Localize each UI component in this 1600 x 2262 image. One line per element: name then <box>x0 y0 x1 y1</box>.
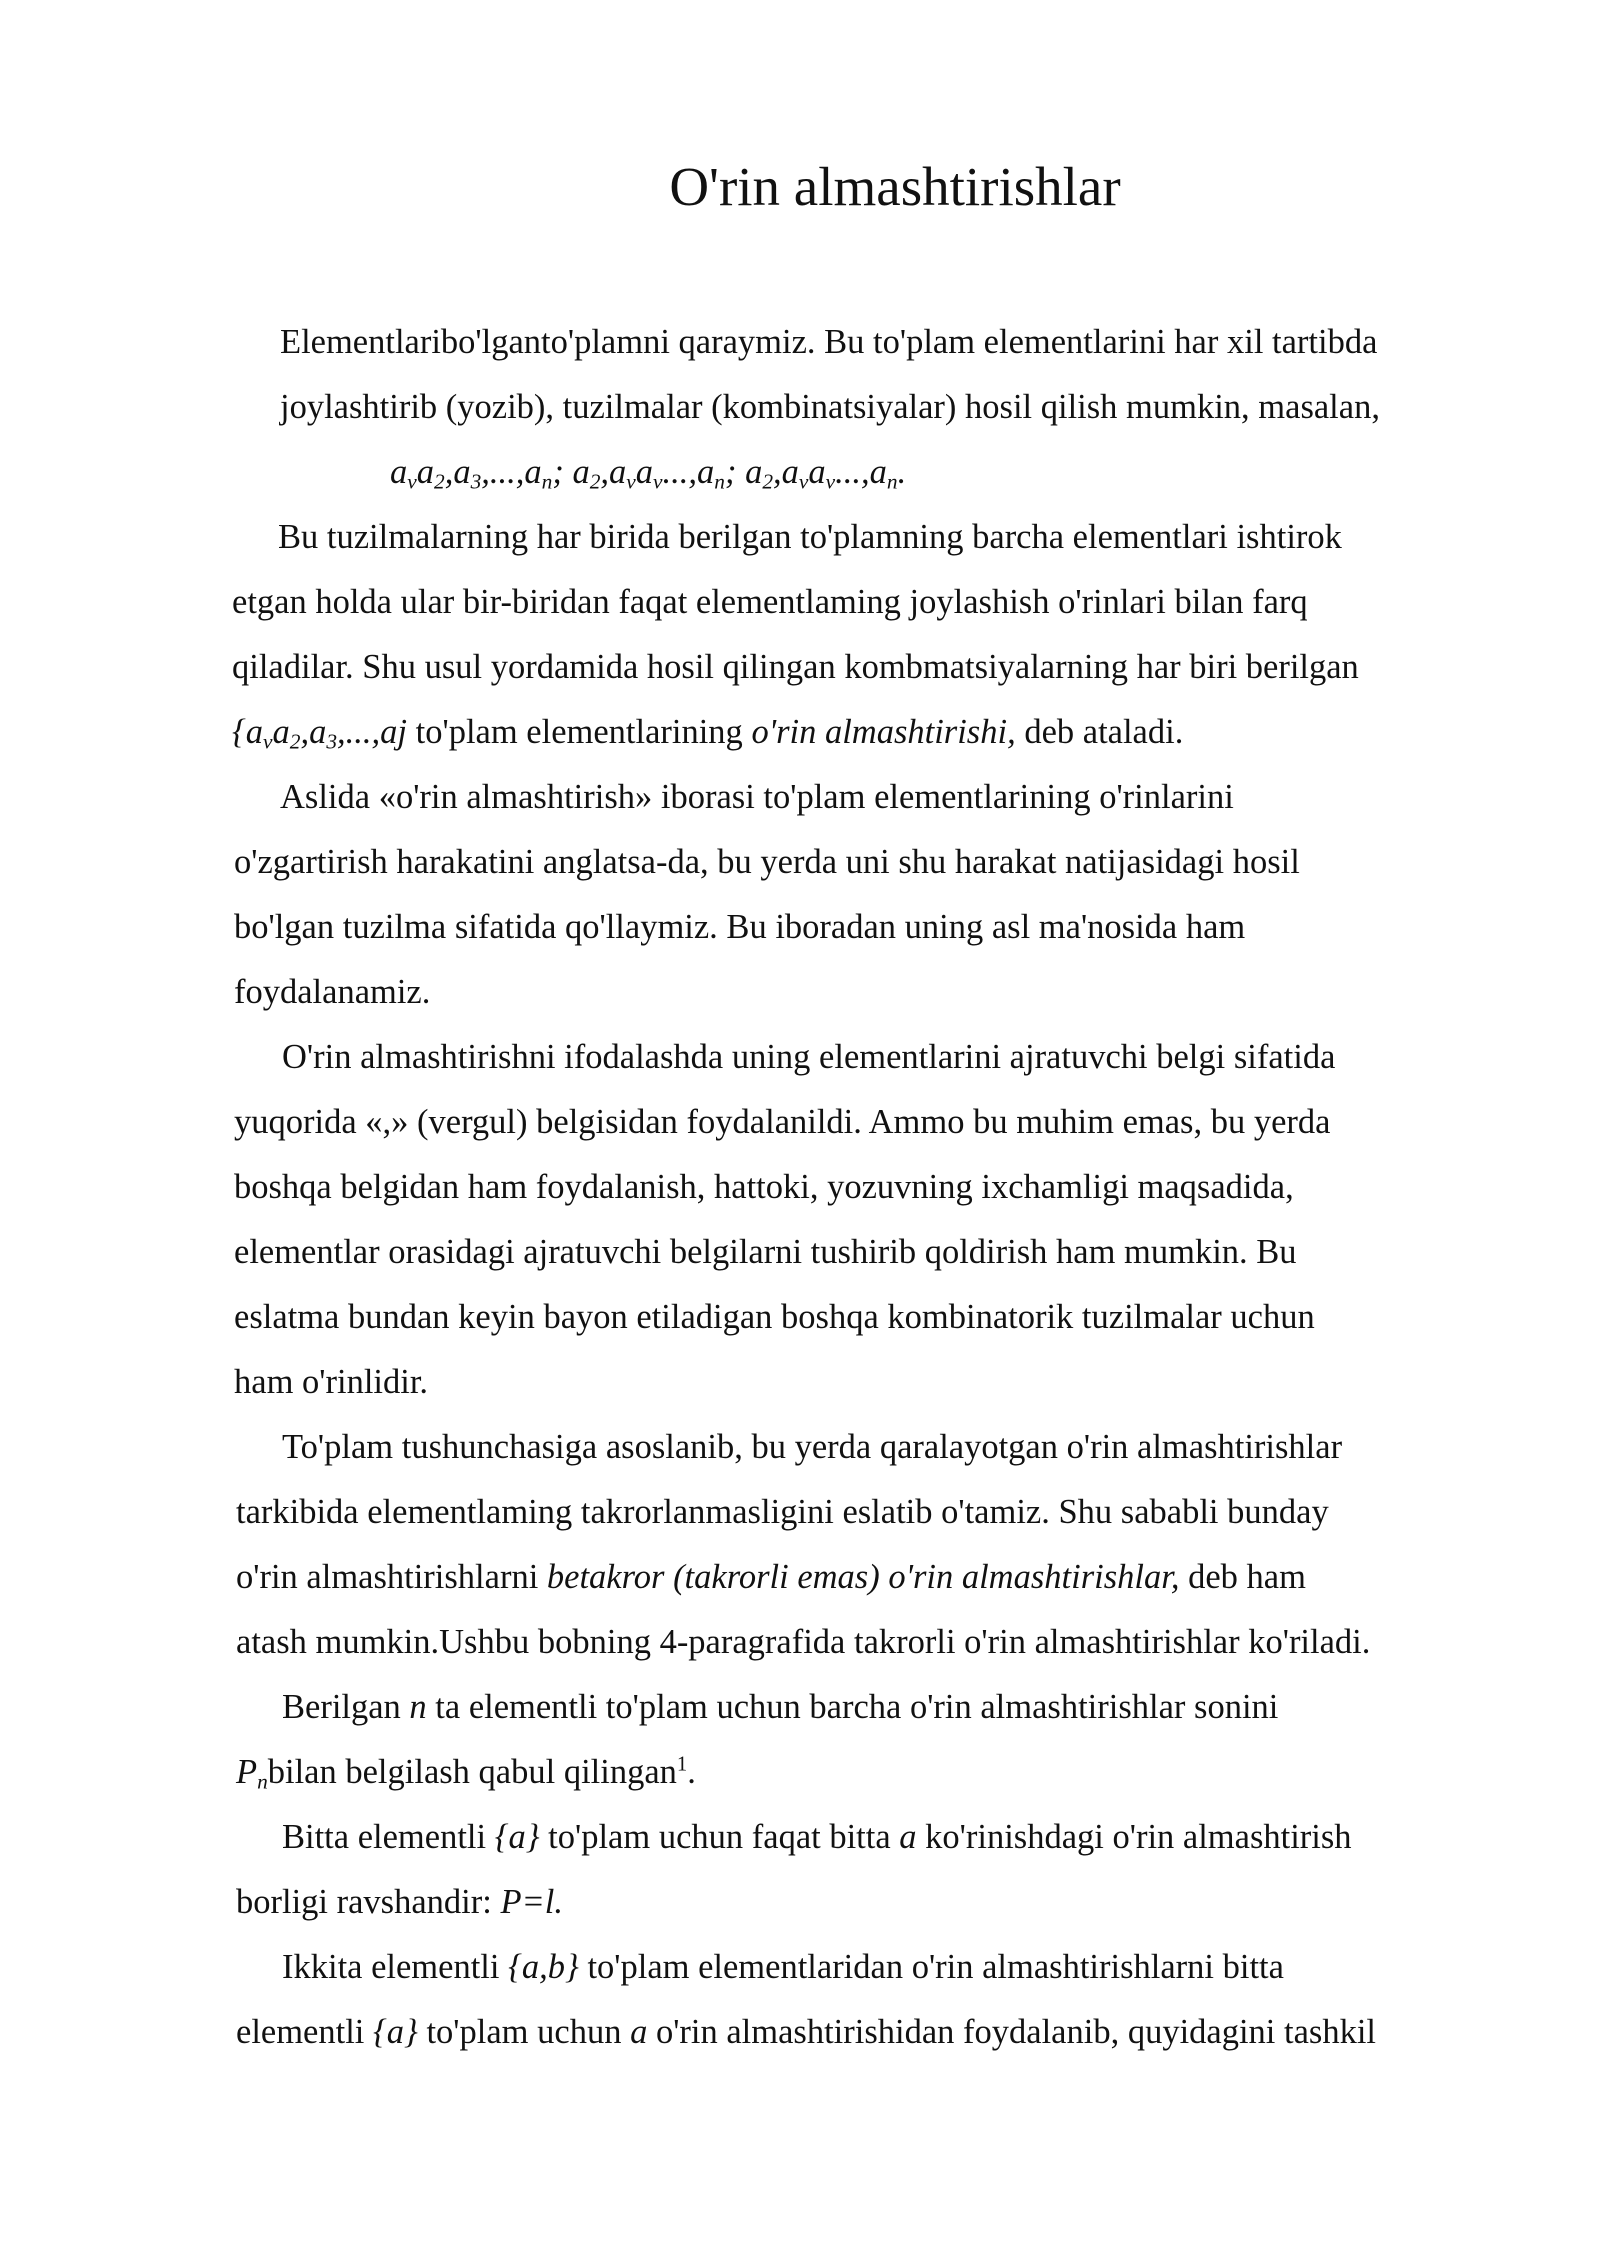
text-line: Aslida «o'rin almashtirish» iborasi to'plam elementlarining o'rinlarini <box>280 778 1234 816</box>
text-line: Ikkita elementli {a,b} to'plam elementlaridan o'rin almashtirishlarni bitta <box>282 1948 1284 1986</box>
text-line: qiladilar. Shu usul yordamida hosil qilingan kombmatsiyalarning har biri berilgan <box>232 648 1359 686</box>
text-line: boshqa belgidan ham foydalanish, hattoki, yozuvning ixchamligi maqsadida, <box>234 1168 1294 1206</box>
text-line: bo'lgan tuzilma sifatida qo'llaymiz. Bu iboradan uning asl ma'nosida ham <box>234 908 1246 946</box>
footnote-marker: 1 <box>676 1753 688 1776</box>
page-title: O'rin almashtirishlar <box>669 156 1121 217</box>
text-line: Bu tuzilmalarning har birida berilgan to'plamning barcha elementlari ishtirok <box>278 518 1342 556</box>
text-line: elementli {a} to'plam uchun a o'rin almashtirishidan foydalanib, quyidagini tashkil <box>236 2013 1377 2051</box>
text-line: Elementlaribo'lganto'plamni qaraymiz. Bu to'plam elementlarini har xil tartibda <box>280 323 1378 361</box>
text-line: ham o'rinlidir. <box>234 1363 429 1401</box>
text-line: tarkibida elementlaming takrorlanmasligini eslatib o'tamiz. Shu sababli bunday <box>236 1493 1329 1531</box>
text-line: o'rin almashtirishlarni betakror (takrorli emas) o'rin almashtirishlar, deb ham <box>236 1558 1306 1596</box>
text-line: $P_nbilan$ belgilash qabul qilingan$^1$. <box>236 1753 696 1794</box>
text-line: O'rin almashtirishni ifodalashda uning elementlarini ajratuvchi belgi sifatida <box>282 1038 1336 1076</box>
text-line: foydalanamiz. <box>234 973 431 1011</box>
text-line: To'plam tushunchasiga asoslanib, bu yerda qaralayotgan o'rin almashtirishlar <box>282 1428 1343 1466</box>
formula-line: $a_va_2,a_3,...,a_n$; $a_2,a_va_v...,a_n$; $a_2,a_va_v...,a_n$. <box>390 453 907 494</box>
set-formula: {$a_va_2,a_3,...,aj$ <box>232 713 408 754</box>
text-line: o'zgartirish harakatini anglatsa-da, bu yerda uni shu harakat natijasidagi hosil <box>234 843 1300 881</box>
text-line: etgan holda ular bir-biridan faqat elementlaming joylashish o'rinlari bilan farq <box>232 583 1308 621</box>
text-line: elementlar orasidagi ajratuvchi belgilarni tushirib qoldirish ham mumkin. Bu <box>234 1233 1297 1271</box>
text-line: Berilgan n ta elementli to'plam uchun barcha o'rin almashtirishlar sonini <box>282 1688 1279 1726</box>
text-line: borligi ravshandir: P=l. <box>236 1883 564 1921</box>
text-line: yuqorida «,» (vergul) belgisidan foydalanildi. Ammo bu muhim emas, bu yerda <box>234 1103 1331 1141</box>
text-line: Bitta elementli {a} to'plam uchun faqat bitta a ko'rinishdagi o'rin almashtirish <box>282 1818 1352 1856</box>
text-line: {$a_va_2,a_3,...,aj$ to'plam elementlarining o'rin almashtirishi, deb ataladi. <box>232 713 1184 754</box>
text-line: joylashtirib (yozib), tuzilmalar (kombinatsiyalar) hosil qilish mumkin, masalan, <box>280 388 1380 426</box>
text-line: atash mumkin.Ushbu bobning 4-paragrafida takrorli o'rin almashtirishlar ko'riladi. <box>236 1623 1371 1661</box>
text-line: eslatma bundan keyin bayon etiladigan boshqa kombinatorik tuzilmalar uchun <box>234 1298 1315 1336</box>
